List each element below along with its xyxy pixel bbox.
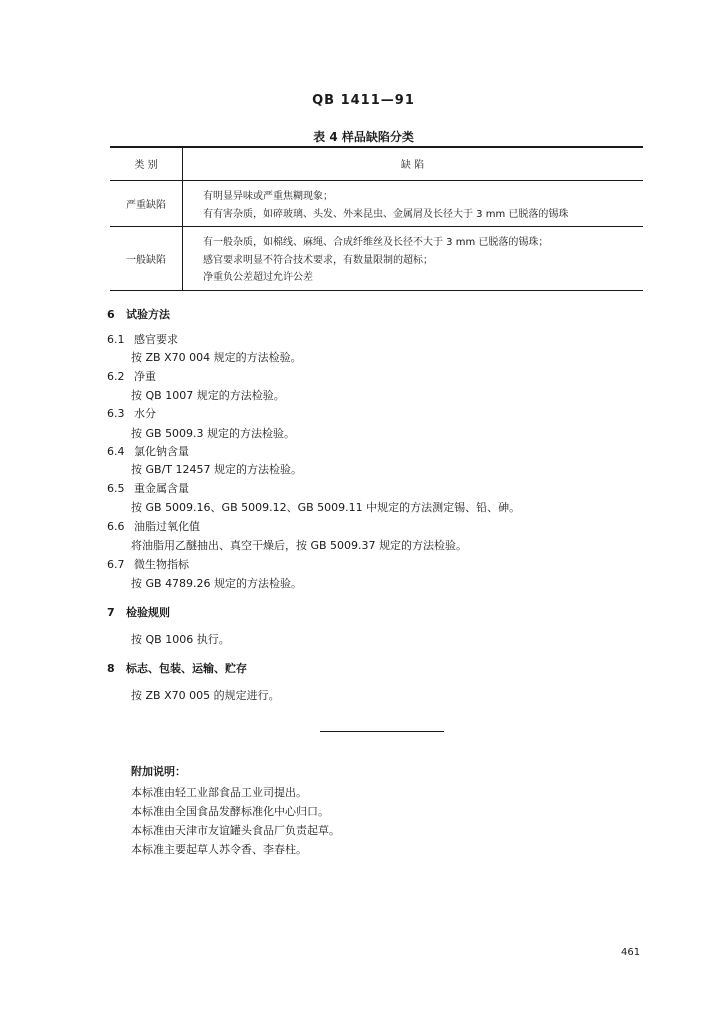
- subsection-body: 按 ZB X70 004 规定的方法检验。: [131, 351, 302, 364]
- table-header-rule: [110, 180, 643, 181]
- section-6-heading: [107, 306, 170, 322]
- notes-title: 附加说明：: [131, 765, 186, 778]
- subsection-6-5-heading: [107, 480, 189, 496]
- subsection-title: 感官要求: [134, 333, 178, 346]
- subsection-body: 按 GB/T 12457 规定的方法检验。: [131, 463, 302, 476]
- table-row-category: 严重缺陷: [126, 200, 166, 211]
- table-row-defect-line: 有明显异味或严重焦糊现象；: [203, 191, 333, 202]
- subsection-6-4-heading: [107, 443, 189, 459]
- subsection-number: 6.5: [107, 482, 125, 495]
- section-number: 8: [107, 662, 115, 675]
- section-8-heading: [107, 660, 247, 676]
- subsection-6-1-heading: [107, 331, 178, 347]
- subsection-number: 6.6: [107, 520, 125, 533]
- table-row-defect-line: 感官要求明显不符合技术要求，有数量限制的超标；: [203, 255, 433, 266]
- table-header-category: 类 别: [134, 160, 158, 171]
- subsection-title: 净重: [134, 370, 156, 383]
- subsection-number: 6.7: [107, 558, 125, 571]
- subsection-title: 油脂过氧化值: [134, 520, 200, 533]
- note-line: 本标准由天津市友谊罐头食品厂负责起草。: [131, 824, 340, 837]
- subsection-number: 6.3: [107, 407, 125, 420]
- note-line: 本标准由全国食品发酵标准化中心归口。: [131, 805, 329, 818]
- table-bottom-rule: [110, 290, 643, 291]
- subsection-title: 氯化钠含量: [134, 445, 189, 458]
- subsection-number: 6.1: [107, 333, 125, 346]
- subsection-number: 6.4: [107, 445, 125, 458]
- subsection-body: 按 GB 5009.3 规定的方法检验。: [131, 427, 296, 440]
- subsection-body: 按 QB 1007 规定的方法检验。: [131, 389, 285, 402]
- table-row-category: 一般缺陷: [126, 255, 166, 266]
- section-body: 按 ZB X70 005 的规定进行。: [131, 689, 280, 702]
- subsection-6-6-heading: [107, 518, 200, 534]
- table-row-defect-line: 有有害杂质，如碎玻璃、头发、外来昆虫、金属屑及长径大于 3 mm 已脱落的锡珠: [203, 209, 569, 220]
- table-caption: 表 4 样品缺陷分类: [313, 130, 414, 144]
- section-body: 按 QB 1006 执行。: [131, 633, 230, 646]
- section-title: 检验规则: [126, 606, 170, 619]
- subsection-6-3-heading: [107, 405, 156, 421]
- section-title: 试验方法: [126, 308, 170, 321]
- note-line: 本标准由轻工业部食品工业司提出。: [131, 786, 307, 799]
- table-row-rule: [110, 226, 643, 227]
- section-number: 7: [107, 606, 115, 619]
- table-top-rule: [110, 146, 643, 148]
- subsection-6-2-heading: [107, 368, 156, 384]
- subsection-body: 将油脂用乙醚抽出、真空干燥后，按 GB 5009.37 规定的方法检验。: [131, 539, 468, 552]
- subsection-title: 微生物指标: [134, 558, 189, 571]
- end-divider-rule: [320, 731, 444, 732]
- note-line: 本标准主要起草人苏令香、李春柱。: [131, 843, 307, 856]
- table-row-defect-line: 净重负公差超过允许公差: [203, 272, 313, 283]
- section-title: 标志、包装、运输、贮存: [126, 662, 247, 675]
- page-number: 461: [621, 947, 641, 958]
- table-header-defect: 缺 陷: [400, 160, 425, 171]
- section-7-heading: [107, 604, 170, 620]
- section-number: 6: [107, 308, 115, 321]
- subsection-title: 重金属含量: [134, 482, 189, 495]
- subsection-title: 水分: [134, 407, 156, 420]
- subsection-body: 按 GB 4789.26 规定的方法检验。: [131, 577, 303, 590]
- defect-classification-table: [110, 146, 643, 291]
- standard-number-header: QB 1411—91: [312, 93, 415, 108]
- subsection-number: 6.2: [107, 370, 125, 383]
- subsection-body: 按 GB 5009.16、GB 5009.12、GB 5009.11 中规定的方法测定锡、铅、砷。: [131, 501, 521, 514]
- subsection-6-7-heading: [107, 556, 189, 572]
- table-row-defect-line: 有一般杂质，如棉线、麻绳、合成纤维丝及长径不大于 3 mm 已脱落的锡珠；: [203, 237, 549, 248]
